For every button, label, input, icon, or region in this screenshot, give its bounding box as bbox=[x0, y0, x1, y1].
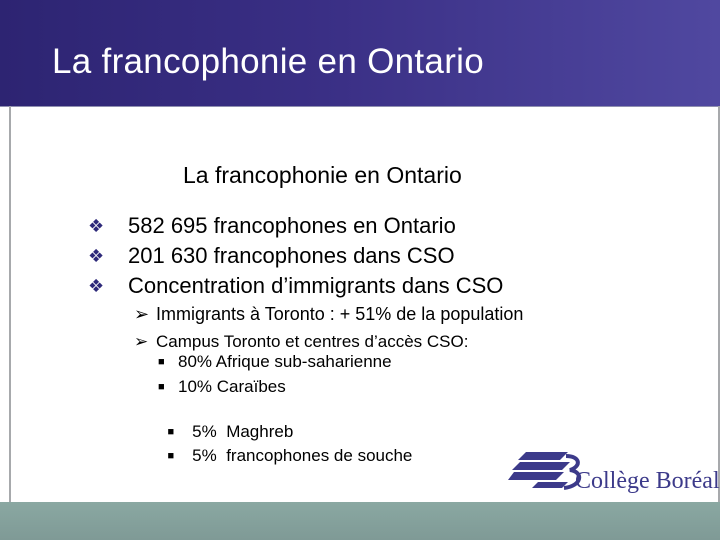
bullet-text: 201 630 francophones dans CSO bbox=[128, 243, 455, 268]
sub-bullet-item bbox=[134, 332, 468, 352]
sub-sub-bullet-item bbox=[158, 352, 392, 372]
sub-bullet-text: Immigrants à Toronto : + 51% de la population bbox=[156, 304, 524, 324]
content-heading: La francophonie en Ontario bbox=[183, 162, 462, 188]
slide-header bbox=[0, 0, 720, 107]
bullet-item bbox=[88, 243, 455, 269]
arrow-bullet-icon: ➢ bbox=[134, 304, 150, 325]
sub-sub-bullet-item bbox=[158, 377, 286, 397]
bullet-item bbox=[88, 273, 503, 299]
left-border-line bbox=[9, 106, 11, 502]
square-bullet-icon: ■ bbox=[167, 450, 175, 462]
square-bullet-icon: ■ bbox=[158, 356, 165, 368]
square-bullet-icon: ■ bbox=[158, 381, 165, 393]
sub-sub-bullet-text: 10% Caraïbes bbox=[178, 377, 286, 396]
arrow-bullet-icon: ➢ bbox=[134, 332, 149, 352]
diamond-bullet-icon: ❖ bbox=[88, 216, 105, 237]
sub-sub-bullet-item bbox=[158, 426, 412, 466]
bullet-text: 582 695 francophones en Ontario bbox=[128, 213, 456, 238]
logo-text: Collège Boréal bbox=[575, 468, 720, 494]
sub-sub-bullet-text: 5% francophones de souche bbox=[187, 446, 413, 465]
footer-bar bbox=[0, 502, 720, 540]
slide-title: La francophonie en Ontario bbox=[52, 42, 484, 81]
diamond-bullet-icon: ❖ bbox=[88, 276, 105, 297]
sub-bullet-item bbox=[134, 304, 523, 325]
sub-sub-bullet-text: 80% Afrique sub-saharienne bbox=[178, 352, 392, 371]
bullet-item bbox=[88, 213, 456, 239]
sub-sub-bullet-text: 5% Maghreb bbox=[187, 422, 294, 441]
square-bullet-icon: ■ bbox=[167, 426, 175, 438]
sub-bullet-text: Campus Toronto et centres d’accès CSO: bbox=[156, 332, 469, 351]
diamond-bullet-icon: ❖ bbox=[88, 246, 105, 267]
bullet-text: Concentration d’immigrants dans CSO bbox=[128, 273, 504, 298]
